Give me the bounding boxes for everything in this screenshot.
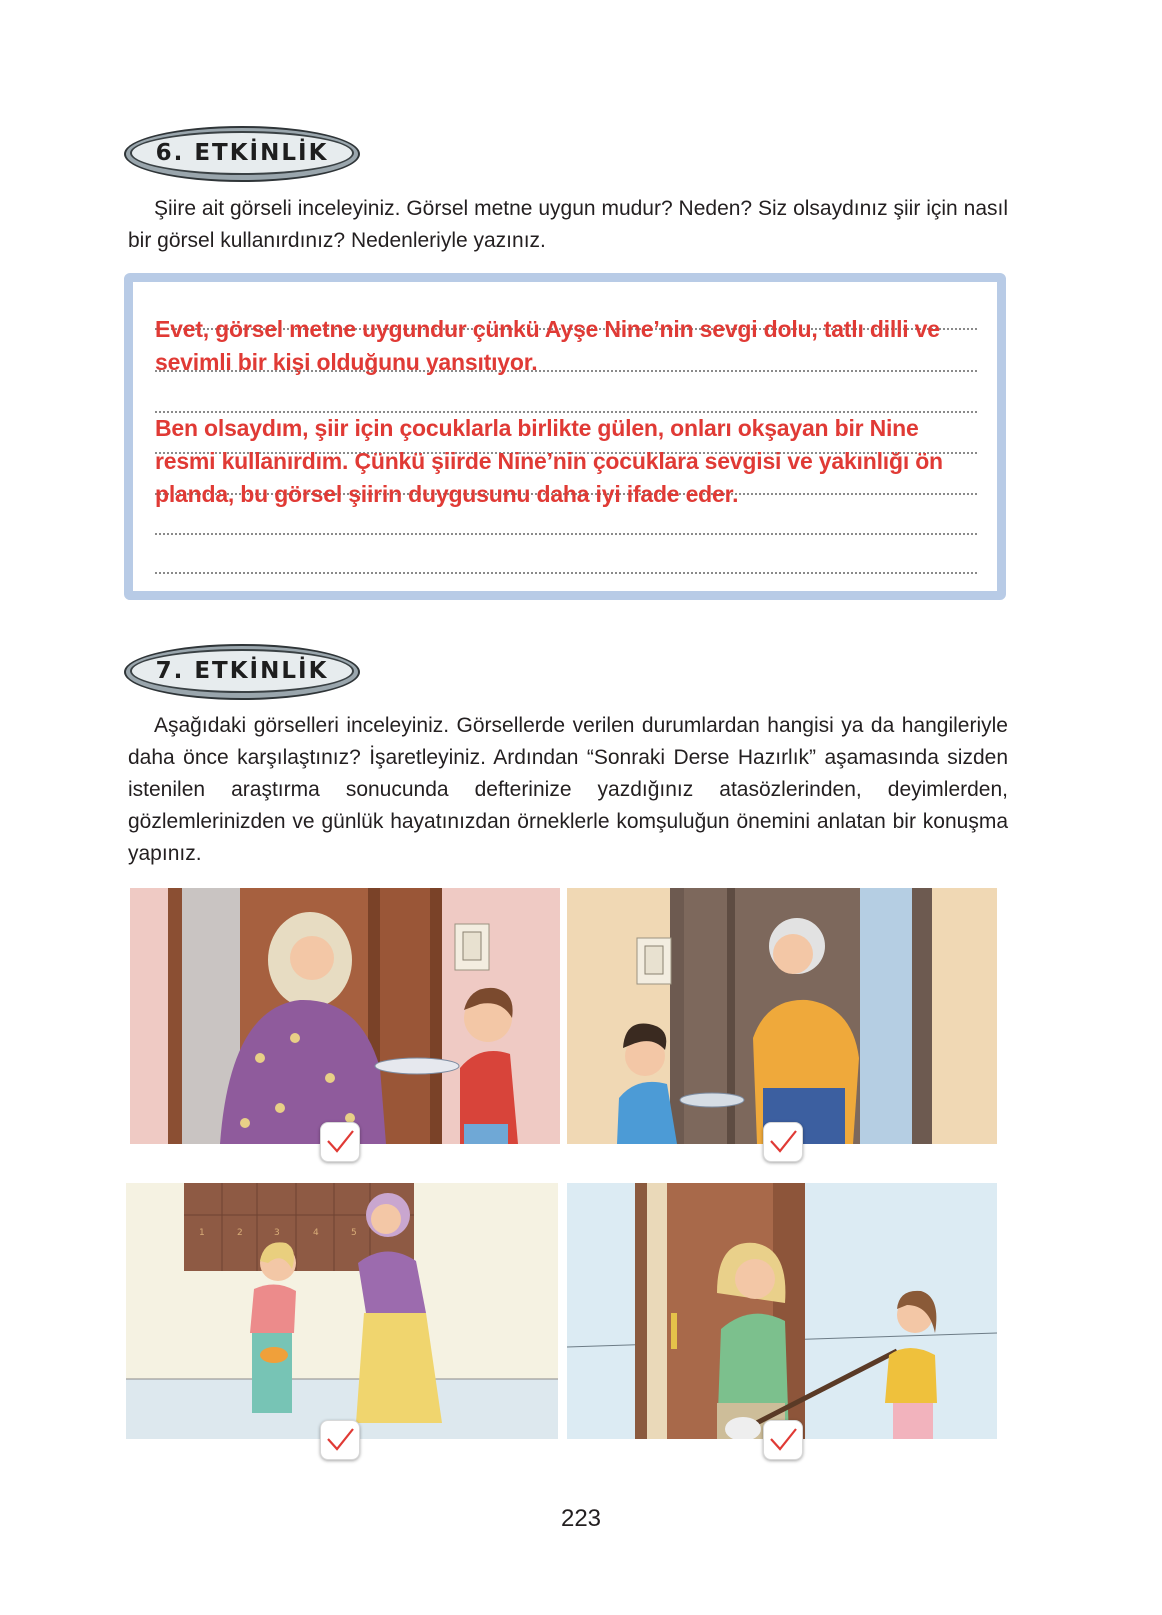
writing-line (155, 533, 977, 535)
illustration-boy-brings-plate (130, 888, 560, 1144)
svg-text:4: 4 (313, 1228, 319, 1238)
activity-6-instruction (128, 193, 1008, 257)
checkmark-icon (768, 1127, 798, 1157)
activity-6-badge (124, 126, 360, 182)
answer-paragraph-2: Ben olsaydım, şiir için çocuklarla birlikte gülen, onları okşayan bir Nine resmi kullanırdım. Çünkü şiirde Nine’nin çocuklara sevgisi ve yakınlığı ön planda, bu görsel şiirin duygusunu daha iyi ifade eder. (155, 415, 943, 507)
illustration-girl-at-mailboxes (126, 1183, 558, 1439)
activity-6-title: 6. ETKİNLİK (155, 139, 329, 166)
activity-6-instruction-text: Şiire ait görseli inceleyiniz. Görsel metne uygun mudur? Neden? Siz olsaydınız şiir için nasıl bir görsel kullanırdınız? Nedenleriyle yazınız. (128, 197, 1008, 252)
illustration-girl-greets-neighbor (567, 1183, 997, 1439)
activity-7-instruction-text: Aşağıdaki görselleri inceleyiniz. Görsellerde verilen durumlardan hangisi ya da hangileriyle daha önce karşılaştınız? İşaretleyiniz. Ardından “Sonraki Derse Hazırlık” aşamasında sizden istenilen araştırma sonucunda defterinize yazdığınız atasözlerinden, deyimlerden, gözlemlerinizden ve günlük hayatınızdan örneklerle komşuluğun önemini anlatan bir konuşma yapınız. (128, 714, 1008, 865)
svg-text:2: 2 (237, 1228, 243, 1238)
scene-1-art (130, 888, 560, 1144)
checkmark-icon (325, 1127, 355, 1157)
answer-paragraph-1: Evet, görsel metne uygundur çünkü Ayşe Nine’nin sevgi dolu, tatlı dilli ve sevimli bir kişi olduğunu yansıtıyor. (155, 316, 940, 375)
svg-text:5: 5 (351, 1228, 357, 1238)
scene-3-art (126, 1183, 558, 1439)
scene-2-art (567, 888, 997, 1144)
illustration-boy-returns-plate (567, 888, 997, 1144)
checkmark-icon (325, 1425, 355, 1455)
activity-7-instruction (128, 710, 1008, 870)
svg-text:1: 1 (199, 1228, 205, 1238)
checkbox-image-4[interactable] (763, 1420, 803, 1460)
checkmark-icon (768, 1425, 798, 1455)
page-number: 223 (560, 1505, 602, 1532)
checkbox-image-3[interactable] (320, 1420, 360, 1460)
scene-4-art (567, 1183, 997, 1439)
checkbox-image-2[interactable] (763, 1122, 803, 1162)
answer-box[interactable] (124, 273, 1006, 600)
writing-line (155, 572, 977, 574)
activity-7-title: 7. ETKİNLİK (155, 657, 329, 684)
checkbox-image-1[interactable] (320, 1122, 360, 1162)
activity-7-badge (124, 644, 360, 700)
svg-text:3: 3 (274, 1228, 280, 1238)
